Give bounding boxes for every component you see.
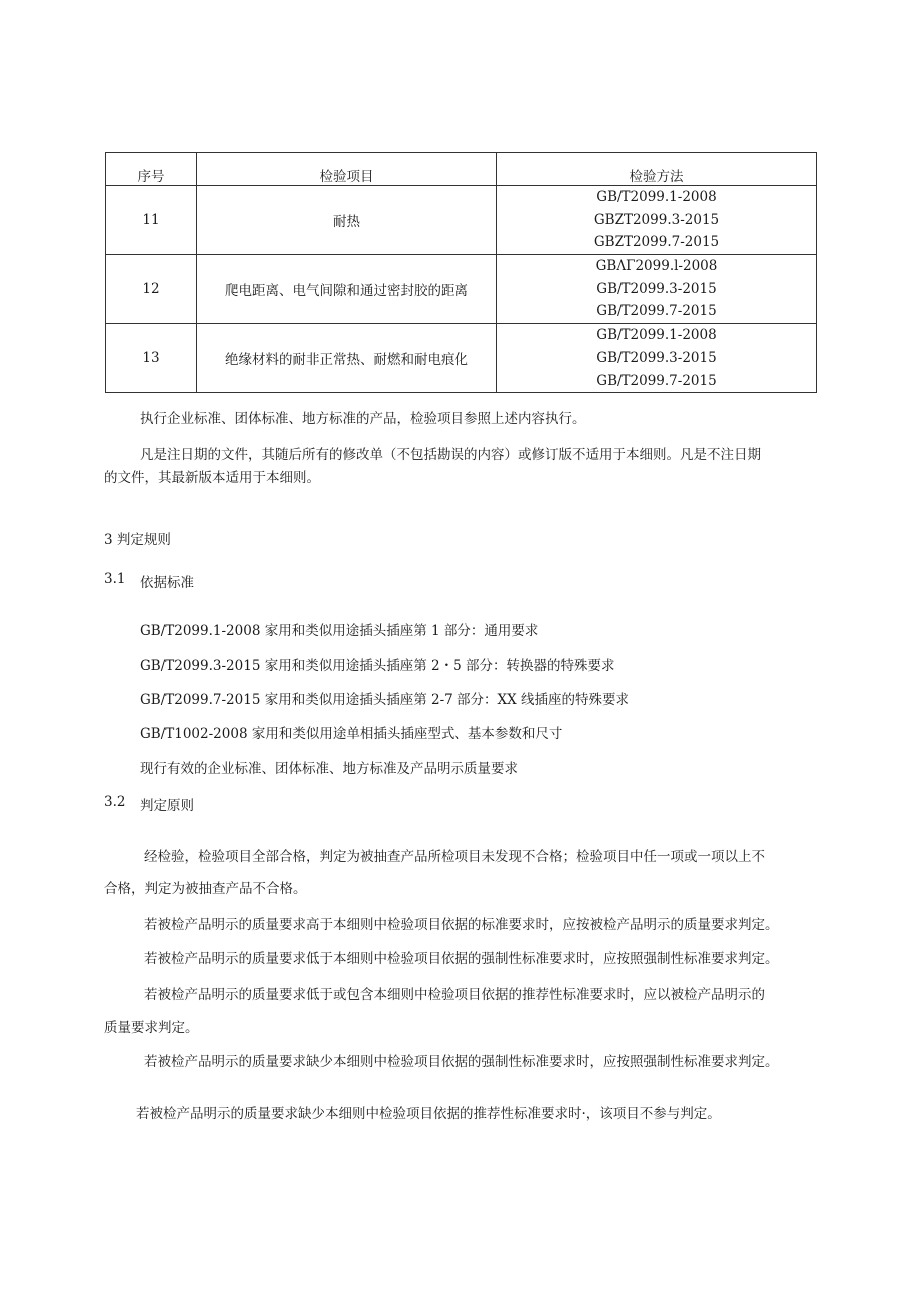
note-dated-docs-line1: 凡是注日期的文件，其随后所有的修改单（不包括勘误的内容）或修订版不适用于本细则。凡是不注日期 — [140, 447, 761, 463]
row-item: 绝缘材料的耐非正常热、耐燃和耐电痕化 — [197, 324, 497, 393]
note-dated-docs-line2: 的文件，其最新版本适用于本细则。 — [104, 470, 320, 486]
note-execution: 执行企业标准、团体标准、地方标准的产品，检验项目参照上述内容执行。 — [140, 411, 586, 427]
principle-lower-recommended-line1: 若被检产品明示的质量要求低于或包含本细则中检验项目依据的推荐性标准要求时，应以被检产品明示的 — [144, 987, 765, 1003]
table-row — [106, 324, 817, 393]
row-item: 耐热 — [197, 186, 497, 255]
subsection-number: 3.1 — [104, 571, 126, 587]
method-line: GB/T2099.1-2008 — [596, 189, 717, 205]
principle-lower-mandatory: 若被检产品明示的质量要求低于本细则中检验项目依据的强制性标准要求时，应按照强制性标准要求判定。 — [144, 951, 779, 967]
row-no: 11 — [106, 186, 197, 255]
principle-pass-fail-line2: 合格，判定为被抽查产品不合格。 — [104, 881, 307, 897]
header-no: 序号 — [106, 153, 197, 186]
subsection-number: 3.2 — [104, 794, 126, 810]
row-methods — [497, 186, 817, 255]
standard-item: 现行有效的企业标准、团体标准、地方标准及产品明示质量要求 — [140, 761, 518, 777]
principle-lower-recommended-line2: 质量要求判定。 — [104, 1020, 199, 1036]
method-line: GB/T2099.7-2015 — [596, 303, 717, 320]
method-line: GBZT2099.7-2015 — [593, 234, 720, 251]
method-line: GB/T2099.3-2015 — [596, 280, 717, 297]
subsection-title-judgment-principles: 判定原则 — [140, 798, 194, 814]
principle-higher: 若被检产品明示的质量要求高于本细则中检验项目依据的标准要求时，应按被检产品明示的质量要求判定。 — [144, 917, 779, 933]
row-no: 13 — [106, 324, 197, 393]
row-methods — [497, 324, 817, 393]
table-row — [106, 255, 817, 324]
subsection-title-basis-standards: 依据标准 — [140, 575, 194, 591]
principle-missing-mandatory: 若被检产品明示的质量要求缺少本细则中检验项目依据的强制性标准要求时，应按照强制性标准要求判定。 — [144, 1054, 779, 1070]
row-methods — [497, 255, 817, 324]
principle-missing-recommended: 若被检产品明示的质量要求缺少本细则中检验项目依据的推荐性标准要求时·，该项目不参与判定。 — [136, 1106, 721, 1122]
principle-pass-fail-line1: 经检验，检验项目全部合格，判定为被抽查产品所检项目未发现不合格；检验项目中任一项或一项以上不 — [144, 849, 765, 865]
standard-item: GB/T2099.7-2015 家用和类似用途插头插座第 2-7 部分：XX 线插座的特殊要求 — [140, 692, 630, 708]
method-line: GB/T2099.7-2015 — [596, 372, 717, 389]
header-method: 检验方法 — [497, 153, 817, 186]
standard-item: GB/T2099.3-2015 家用和类似用途插头插座第 2・5 部分：转换器的特殊要求 — [140, 658, 615, 674]
header-item: 检验项目 — [197, 153, 497, 186]
table-header-row — [106, 153, 817, 186]
section-title-judgment-rules: 3 判定规则 — [104, 532, 171, 548]
method-line: GB/T2099.3-2015 — [596, 349, 717, 366]
row-no: 12 — [106, 255, 197, 324]
method-line: GBΛΓ2099.l-2008 — [595, 258, 718, 275]
method-line: GB/T2099.1-2008 — [596, 327, 717, 344]
method-line: GBZT2099.3-2015 — [593, 211, 720, 228]
inspection-table — [105, 152, 817, 393]
standard-item: GB/T1002-2008 家用和类似用途单相插头插座型式、基本参数和尺寸 — [140, 726, 563, 742]
table-row — [106, 186, 817, 255]
standard-item: GB/T2099.1-2008 家用和类似用途插头插座第 1 部分：通用要求 — [140, 623, 539, 639]
row-item: 爬电距离、电气间隙和通过密封胶的距离 — [197, 255, 497, 324]
